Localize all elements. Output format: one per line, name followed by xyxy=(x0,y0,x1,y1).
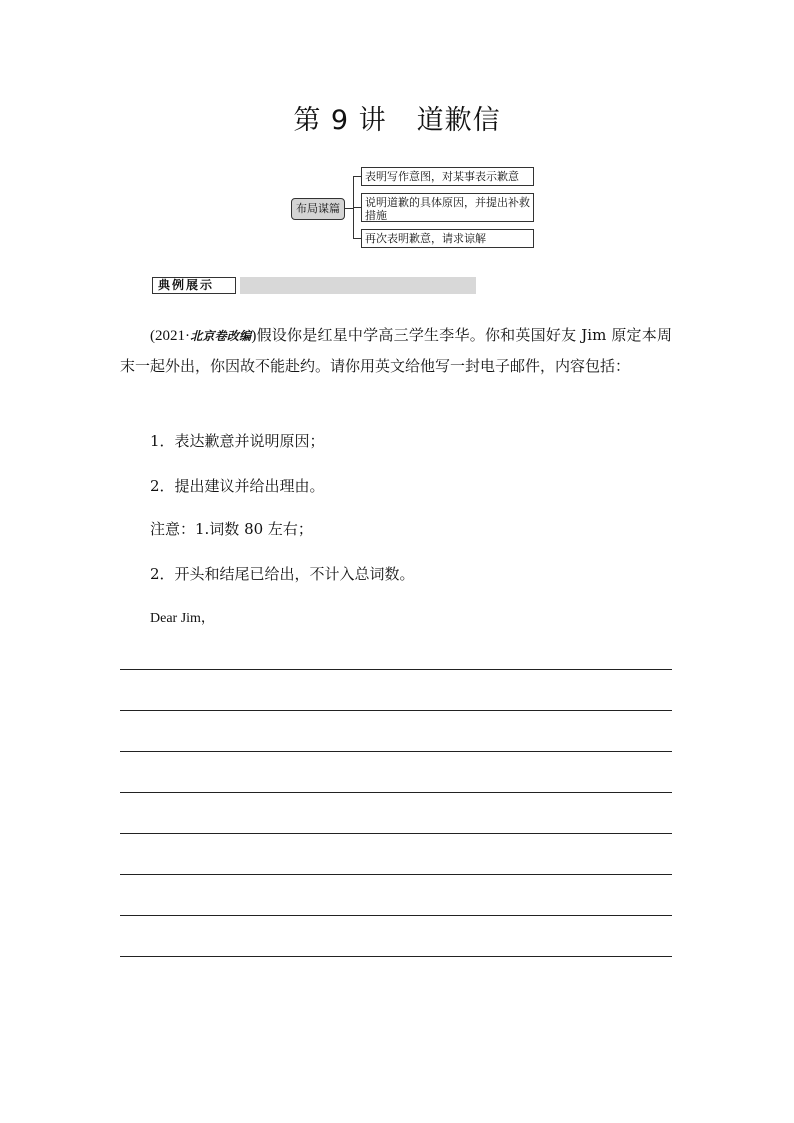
diagram-branch-1: 表明写作意图，对某事表示歉意 xyxy=(361,167,534,186)
task-note-2: 2．开头和结尾已给出，不计入总词数。 xyxy=(150,565,415,583)
lesson-number: 第 9 讲 xyxy=(293,105,387,136)
connector-line xyxy=(353,207,361,208)
diagram-branch-2: 说明道歉的具体原因，并提出补救措施 xyxy=(361,193,534,222)
writing-line xyxy=(120,710,672,711)
task-point-1: 1．表达歉意并说明原因； xyxy=(150,432,325,450)
connector-line xyxy=(353,176,361,177)
section-label: 典例展示 xyxy=(152,277,236,294)
diagram-branch-3: 再次表明歉意，请求谅解 xyxy=(361,229,534,248)
writing-line xyxy=(120,833,672,834)
connector-line xyxy=(353,238,361,239)
task-text: 假设你是红星中学高三学生李华。你和英国好友 Jim 原定本周末一起外出，你因故不能赴约。请你用英文给他写一封电子邮件，内容包括： xyxy=(120,326,672,375)
section-bar xyxy=(240,277,476,294)
diagram-root-label: 布局谋篇 xyxy=(291,198,345,220)
source-name: 北京卷改编 xyxy=(190,329,252,343)
salutation: Dear Jim， xyxy=(150,611,215,626)
layout-diagram xyxy=(0,0,794,260)
writing-line xyxy=(120,915,672,916)
writing-line xyxy=(120,751,672,752)
writing-line xyxy=(120,874,672,875)
task-note-1: 注意：1.词数 80 左右； xyxy=(150,520,313,538)
task-point-2: 2．提出建议并给出理由。 xyxy=(150,477,325,495)
task-prompt xyxy=(120,320,672,381)
source-close: ) xyxy=(251,328,257,344)
source-year: (2021· xyxy=(150,328,190,344)
writing-line xyxy=(120,669,672,670)
writing-line xyxy=(120,956,672,957)
lesson-topic: 道歉信 xyxy=(416,105,501,136)
writing-line xyxy=(120,792,672,793)
